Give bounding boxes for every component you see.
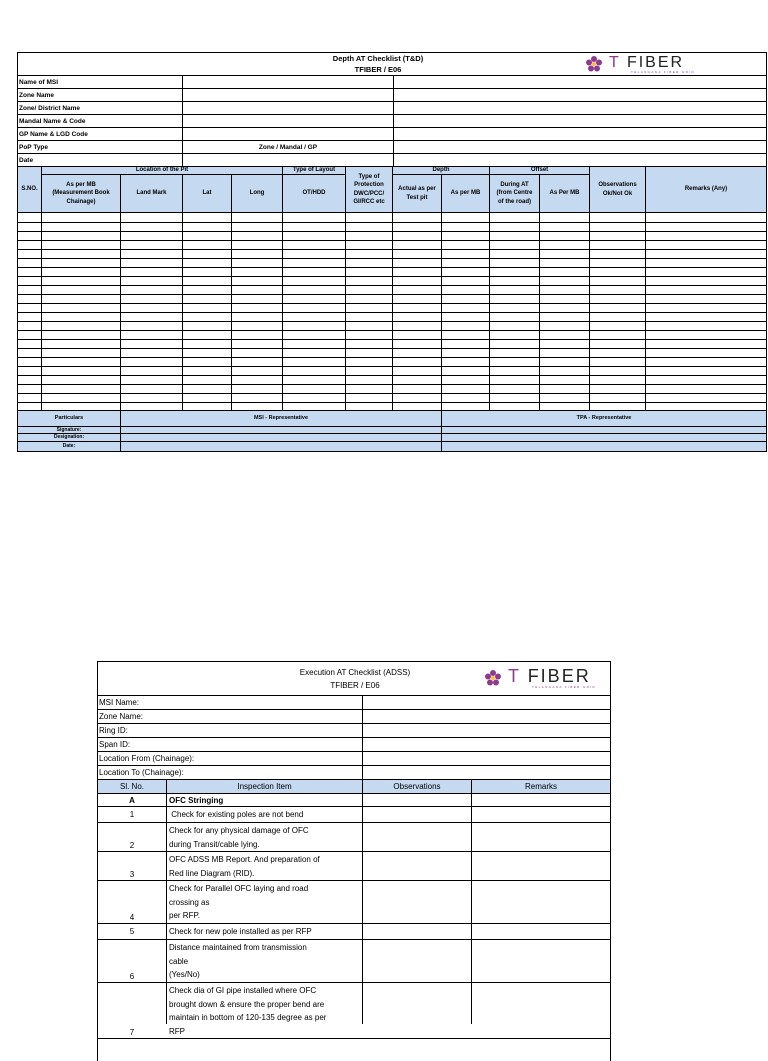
footer-signature: Signature: xyxy=(56,427,82,433)
info-zone-name: Zone Name: xyxy=(99,712,144,721)
col-observations: Observations xyxy=(393,782,441,791)
info-district: Zone/ District Name xyxy=(19,104,81,112)
table-row xyxy=(17,267,767,268)
col-depth-mb: As per MB xyxy=(450,190,481,197)
inspection-item-text xyxy=(169,824,361,851)
inspection-item-line: during Transit/cable lying. xyxy=(169,839,260,849)
tfiber-logo-2 xyxy=(484,666,596,690)
row-divider xyxy=(97,1038,611,1039)
inspection-item-text xyxy=(169,925,361,939)
form1-subtitle: TFIBER / E06 xyxy=(354,65,402,74)
row-divider xyxy=(97,822,611,823)
table-row xyxy=(17,276,767,277)
table-row xyxy=(17,402,767,403)
form1-title: Depth AT Checklist (T&D) xyxy=(332,54,424,63)
item-number: 6 xyxy=(129,972,135,981)
inspection-item-line: Check for any physical damage of OFC xyxy=(169,826,309,835)
info-pop-type: PoP Type xyxy=(19,143,49,151)
table-row xyxy=(17,357,767,358)
logo-tagline: TELANGANA FIBER GRID xyxy=(532,684,597,689)
form2-title-block xyxy=(260,667,450,691)
footer-particulars: Particulars xyxy=(54,415,84,422)
inspection-item-text xyxy=(169,853,361,880)
footer-tpa-rep: TPA - Representative xyxy=(576,415,632,422)
table-row xyxy=(17,330,767,331)
table-row xyxy=(17,222,767,223)
inspection-item-line: maintain in bottom of 120-135 degree as per xyxy=(169,1013,327,1022)
group-location: Location of the Pit xyxy=(135,167,189,174)
col-protection: Type of Protection DWC/PCC/ GI/RCC etc xyxy=(353,173,385,205)
inspection-item-line: Distance maintained from transmission xyxy=(169,943,307,952)
col-sno: S.NO. xyxy=(21,186,38,193)
inspection-item-line: OFC ADSS MB Report. And preparation of xyxy=(169,855,320,864)
item-number: 5 xyxy=(129,927,135,936)
flower-icon xyxy=(484,669,502,687)
logo-fiber-word: FIBER xyxy=(527,665,591,686)
table-row xyxy=(17,375,767,376)
inspection-item-line: Check for new pole installed as per RFP xyxy=(169,927,312,936)
info-zone-name: Zone Name xyxy=(19,91,55,99)
col-inspection-item: Inspection Item xyxy=(237,782,292,791)
row-divider xyxy=(97,923,611,924)
col-lat: Lat xyxy=(202,190,212,197)
inspection-item-line: brought down & ensure the proper bend are xyxy=(169,999,325,1009)
table-row xyxy=(17,249,767,250)
execution-at-checklist-form xyxy=(0,640,768,1037)
col-remarks: Remarks (Any) xyxy=(684,186,728,193)
form2-subtitle: TFIBER / E06 xyxy=(330,681,380,690)
table-row xyxy=(17,294,767,295)
depth-at-checklist-form xyxy=(0,0,768,460)
inspection-item-text xyxy=(169,808,361,822)
col-actual: Actual as per Test pit xyxy=(398,186,436,201)
inspection-item-line: RFP xyxy=(169,1026,185,1036)
logo-t-letter: T xyxy=(508,665,521,686)
group-depth: Depth xyxy=(432,167,450,174)
col-slno: Sl. No. xyxy=(119,782,144,791)
footer-msi-rep: MSI - Representative xyxy=(253,415,309,422)
table-row xyxy=(17,366,767,367)
col-during-at: During AT (from Centre of the road) xyxy=(496,181,533,205)
table-row xyxy=(17,393,767,394)
item-number: 3 xyxy=(129,870,135,879)
inspection-item-line: Check dia of GI pipe installed where OFC xyxy=(169,986,317,995)
table-row xyxy=(17,240,767,241)
row-divider xyxy=(97,982,611,983)
group-layout: Type of Layout xyxy=(292,167,336,174)
item-number: 1 xyxy=(129,810,135,819)
info-name-of-msi: Name of MSI xyxy=(19,78,59,86)
flower-icon xyxy=(585,55,603,73)
inspection-item-line: per RFP. xyxy=(169,911,200,920)
col-as-per-mb: As per MB (Measurement Book Chainage) xyxy=(52,181,110,205)
info-mandal: Mandal Name & Code xyxy=(19,117,86,125)
item-number: 7 xyxy=(129,1028,135,1037)
info-span-id: Span ID: xyxy=(99,740,131,749)
col-offset-mb: As Per MB xyxy=(549,190,580,197)
table-row xyxy=(17,285,767,286)
row-divider xyxy=(97,880,611,881)
item-number: 2 xyxy=(129,841,135,850)
table-row xyxy=(17,384,767,385)
group-offset: Offset xyxy=(530,167,549,174)
info-msi-name: MSI Name: xyxy=(99,698,140,707)
inspection-item-line: cable xyxy=(169,956,189,966)
col-ot-hdd: OT/HDD xyxy=(302,190,326,197)
inspection-item-line: Check for existing poles are not bend xyxy=(169,810,304,819)
inspection-item-text xyxy=(169,882,361,923)
table-row xyxy=(17,348,767,349)
table-row xyxy=(17,312,767,313)
section-a-no: A xyxy=(129,795,135,805)
pop-type-value: Zone / Mandal / GP xyxy=(258,143,318,151)
inspection-item-line: (Yes/No) xyxy=(169,970,200,979)
table-row xyxy=(17,303,767,304)
footer-date: Date: xyxy=(62,443,76,450)
table-row xyxy=(17,212,767,213)
table-row xyxy=(17,321,767,322)
form1-title-block xyxy=(180,53,576,75)
item-number: 4 xyxy=(129,913,135,922)
info-gp: GP Name & LGD Code xyxy=(19,130,88,138)
inspection-item-text xyxy=(169,941,361,982)
table-row xyxy=(17,231,767,232)
col-observations: Observations Ok/Not Ok xyxy=(598,182,637,197)
footer-designation: Designation: xyxy=(53,434,85,441)
form2-title: Execution AT Checklist (ADSS) xyxy=(299,668,411,677)
logo-tagline: TELANGANA FIBER GRID xyxy=(631,69,696,74)
table-row xyxy=(17,339,767,340)
row-divider xyxy=(97,851,611,852)
info-date: Date xyxy=(19,156,34,164)
col-landmark: Land Mark xyxy=(136,190,167,197)
info-location-to: Location To (Chainage): xyxy=(99,768,184,777)
info-ring-id: Ring ID: xyxy=(99,726,128,735)
info-location-from: Location From (Chainage): xyxy=(99,754,195,763)
row-divider xyxy=(97,939,611,940)
table-row xyxy=(17,258,767,259)
section-a-title: OFC Stringing xyxy=(169,795,224,805)
inspection-item-text xyxy=(169,984,361,1038)
inspection-item-line: crossing as xyxy=(169,897,210,907)
inspection-item-line: Red line Diagram (RID). xyxy=(169,868,255,878)
logo-fiber-word: FIBER xyxy=(626,53,685,71)
col-long: Long xyxy=(249,190,265,197)
tfiber-logo xyxy=(585,53,695,75)
inspection-item-line: Check for Parallel OFC laying and road xyxy=(169,884,309,893)
logo-t-letter: T xyxy=(609,53,621,71)
col-remarks: Remarks xyxy=(524,782,557,791)
